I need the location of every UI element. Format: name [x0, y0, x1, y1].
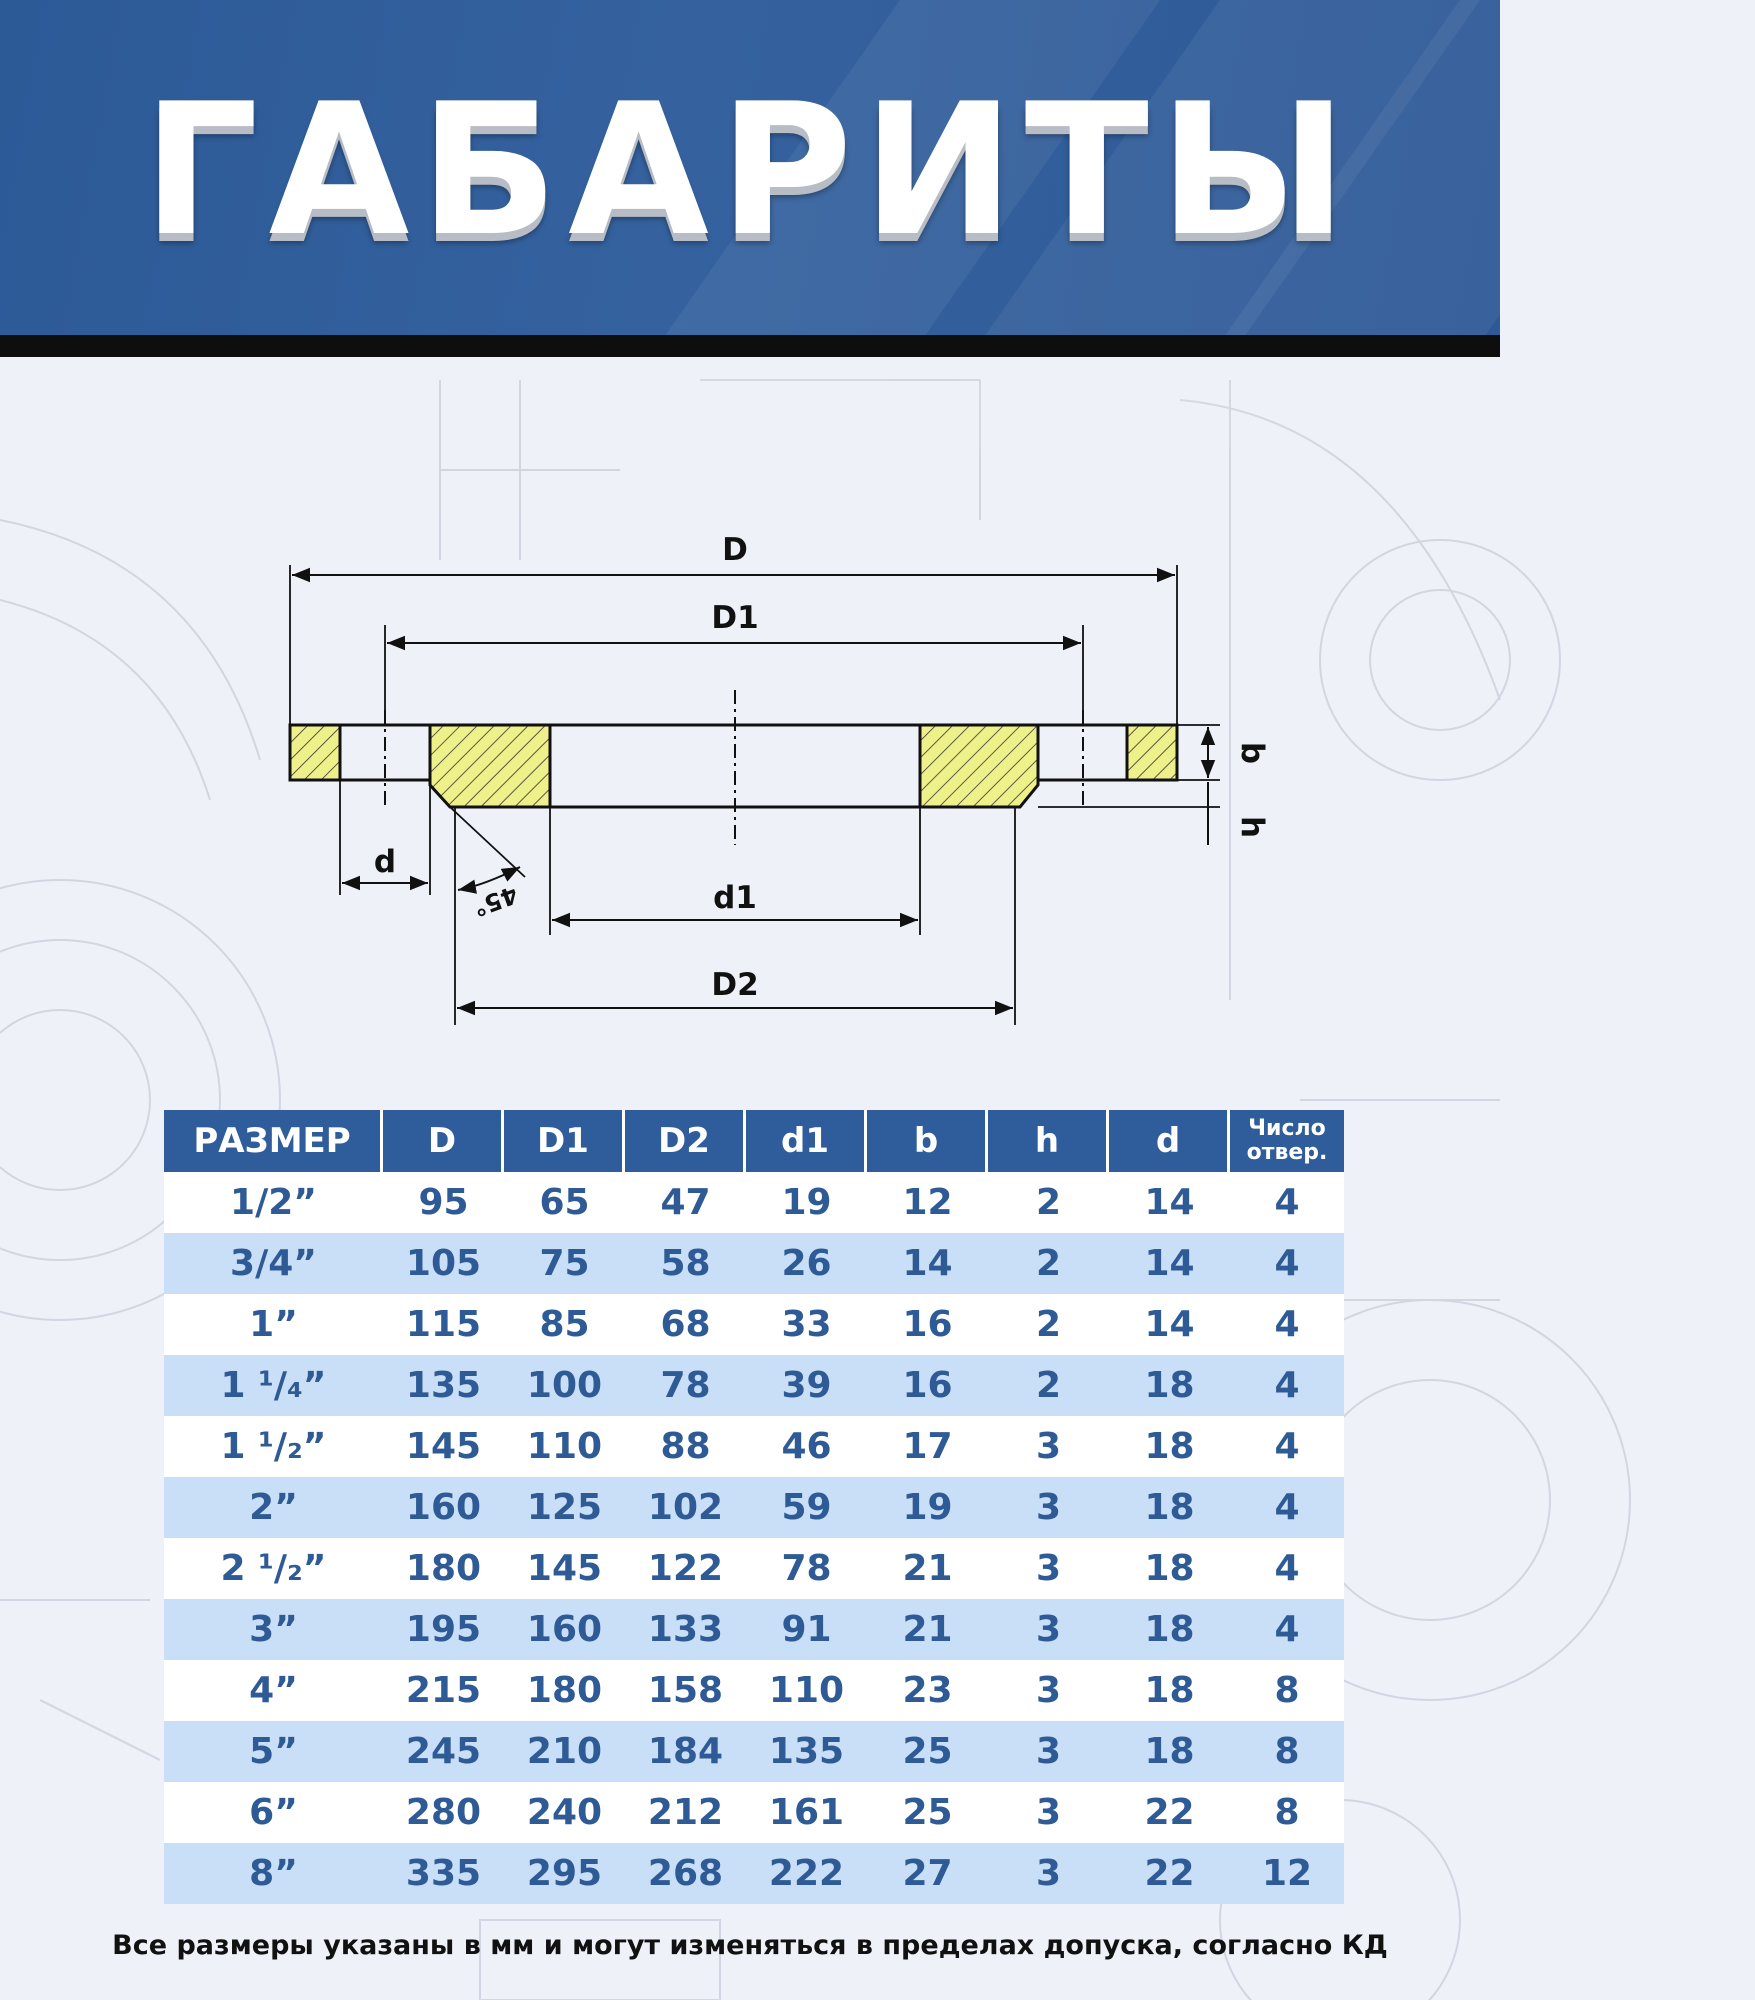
cell-h: 3	[988, 1660, 1109, 1721]
cell-d: 18	[1109, 1538, 1230, 1599]
header-hole-count-line1: Число	[1248, 1116, 1326, 1141]
dimensions-table-container	[164, 1110, 1344, 1904]
cell-h: 3	[988, 1843, 1109, 1904]
cell-D1: 210	[504, 1721, 625, 1782]
table-row	[164, 1660, 1344, 1721]
cell-D1: 100	[504, 1355, 625, 1416]
dim-D-label: D	[722, 532, 748, 568]
cell-d: 22	[1109, 1782, 1230, 1843]
cell-d1: 110	[746, 1660, 867, 1721]
cell-h: 2	[988, 1172, 1109, 1233]
cell-D2: 184	[625, 1721, 746, 1782]
cell-holes: 8	[1230, 1782, 1344, 1843]
cell-holes: 8	[1230, 1721, 1344, 1782]
cell-size: 6”	[164, 1782, 383, 1843]
cell-D1: 145	[504, 1538, 625, 1599]
flange-section-drawing	[270, 525, 1270, 1035]
cell-h: 3	[988, 1599, 1109, 1660]
cell-size: 1 ¹/₄”	[164, 1355, 383, 1416]
cell-D: 180	[383, 1538, 504, 1599]
cell-holes: 4	[1230, 1477, 1344, 1538]
cell-size: 8”	[164, 1843, 383, 1904]
cell-size: 4”	[164, 1660, 383, 1721]
cell-h: 3	[988, 1538, 1109, 1599]
cell-D1: 160	[504, 1599, 625, 1660]
cell-holes: 4	[1230, 1355, 1344, 1416]
cell-holes: 4	[1230, 1233, 1344, 1294]
cell-h: 2	[988, 1294, 1109, 1355]
dim-h-label: h	[1234, 815, 1270, 839]
cell-b: 16	[867, 1355, 988, 1416]
footnote: Все размеры указаны в мм и могут изменяться в пределах допуска, согласно КД	[112, 1930, 1388, 1961]
header-banner	[0, 0, 1500, 335]
cell-holes: 4	[1230, 1294, 1344, 1355]
cell-size: 1 ¹/₂”	[164, 1416, 383, 1477]
table-row	[164, 1172, 1344, 1233]
cell-d: 14	[1109, 1233, 1230, 1294]
table-row	[164, 1416, 1344, 1477]
header-h: h	[988, 1110, 1109, 1172]
cell-h: 2	[988, 1233, 1109, 1294]
cell-D: 195	[383, 1599, 504, 1660]
cell-d1: 59	[746, 1477, 867, 1538]
header-hole-count-line2: отвер.	[1246, 1140, 1328, 1165]
cell-d: 14	[1109, 1172, 1230, 1233]
flange-body	[290, 725, 1177, 807]
cell-size: 1”	[164, 1294, 383, 1355]
cell-D2: 68	[625, 1294, 746, 1355]
cell-d: 22	[1109, 1843, 1230, 1904]
table-row	[164, 1538, 1344, 1599]
header-d1: d1	[746, 1110, 867, 1172]
table-body	[164, 1172, 1344, 1904]
cell-d1: 135	[746, 1721, 867, 1782]
cell-b: 17	[867, 1416, 988, 1477]
cell-b: 25	[867, 1782, 988, 1843]
header-D2: D2	[625, 1110, 746, 1172]
page-title: ГАБАРИТЫ	[142, 64, 1358, 276]
cell-b: 19	[867, 1477, 988, 1538]
cell-D1: 75	[504, 1233, 625, 1294]
dim-b-label: b	[1234, 741, 1270, 765]
cell-D2: 58	[625, 1233, 746, 1294]
cell-size: 5”	[164, 1721, 383, 1782]
cell-holes: 8	[1230, 1660, 1344, 1721]
dim-angle-label: 45°	[469, 880, 522, 922]
cell-size: 3”	[164, 1599, 383, 1660]
cell-h: 3	[988, 1477, 1109, 1538]
cell-b: 12	[867, 1172, 988, 1233]
cell-D: 105	[383, 1233, 504, 1294]
cell-D1: 180	[504, 1660, 625, 1721]
table-row	[164, 1721, 1344, 1782]
cell-D: 95	[383, 1172, 504, 1233]
header-b: b	[867, 1110, 988, 1172]
cell-h: 3	[988, 1721, 1109, 1782]
cell-d1: 78	[746, 1538, 867, 1599]
cell-d1: 26	[746, 1233, 867, 1294]
cell-b: 14	[867, 1233, 988, 1294]
table-row	[164, 1233, 1344, 1294]
cell-d: 14	[1109, 1294, 1230, 1355]
cell-d1: 33	[746, 1294, 867, 1355]
cell-d: 18	[1109, 1477, 1230, 1538]
cell-D2: 158	[625, 1660, 746, 1721]
cell-d1: 161	[746, 1782, 867, 1843]
header-D: D	[383, 1110, 504, 1172]
cell-d1: 91	[746, 1599, 867, 1660]
cell-D2: 78	[625, 1355, 746, 1416]
cell-D2: 88	[625, 1416, 746, 1477]
dim-D1-label: D1	[711, 600, 759, 636]
cell-D: 145	[383, 1416, 504, 1477]
table-row	[164, 1599, 1344, 1660]
table-row	[164, 1477, 1344, 1538]
cell-d: 18	[1109, 1416, 1230, 1477]
cell-D1: 65	[504, 1172, 625, 1233]
cell-holes: 4	[1230, 1538, 1344, 1599]
cell-D: 160	[383, 1477, 504, 1538]
cell-D1: 85	[504, 1294, 625, 1355]
cell-d: 18	[1109, 1599, 1230, 1660]
cell-D: 280	[383, 1782, 504, 1843]
cell-D2: 133	[625, 1599, 746, 1660]
cell-D2: 122	[625, 1538, 746, 1599]
cell-D2: 212	[625, 1782, 746, 1843]
dim-D2-label: D2	[711, 967, 759, 1003]
cell-holes: 12	[1230, 1843, 1344, 1904]
cell-D: 335	[383, 1843, 504, 1904]
cell-h: 3	[988, 1782, 1109, 1843]
cell-b: 16	[867, 1294, 988, 1355]
cell-b: 23	[867, 1660, 988, 1721]
cell-size: 3/4”	[164, 1233, 383, 1294]
cell-h: 3	[988, 1416, 1109, 1477]
dim-d-label: d	[373, 844, 397, 880]
cell-d1: 19	[746, 1172, 867, 1233]
cell-D2: 47	[625, 1172, 746, 1233]
cell-size: 1/2”	[164, 1172, 383, 1233]
cell-D1: 295	[504, 1843, 625, 1904]
cell-size: 2”	[164, 1477, 383, 1538]
cell-D: 215	[383, 1660, 504, 1721]
cell-holes: 4	[1230, 1416, 1344, 1477]
cell-d: 18	[1109, 1660, 1230, 1721]
cell-d: 18	[1109, 1721, 1230, 1782]
cell-D1: 125	[504, 1477, 625, 1538]
table-header-row	[164, 1110, 1344, 1172]
header-hole-count	[1230, 1110, 1344, 1172]
cell-d1: 46	[746, 1416, 867, 1477]
cell-size: 2 ¹/₂”	[164, 1538, 383, 1599]
cell-h: 2	[988, 1355, 1109, 1416]
table-row	[164, 1782, 1344, 1843]
cell-holes: 4	[1230, 1172, 1344, 1233]
cell-d: 18	[1109, 1355, 1230, 1416]
cell-D1: 240	[504, 1782, 625, 1843]
cell-b: 25	[867, 1721, 988, 1782]
cell-b: 21	[867, 1599, 988, 1660]
cell-D: 135	[383, 1355, 504, 1416]
table-row	[164, 1294, 1344, 1355]
cell-d1: 39	[746, 1355, 867, 1416]
cell-D: 115	[383, 1294, 504, 1355]
cell-holes: 4	[1230, 1599, 1344, 1660]
cell-D: 245	[383, 1721, 504, 1782]
dimensions-table	[164, 1110, 1344, 1904]
table-row	[164, 1843, 1344, 1904]
header-d: d	[1109, 1110, 1230, 1172]
cell-D1: 110	[504, 1416, 625, 1477]
header-D1: D1	[504, 1110, 625, 1172]
cell-D2: 102	[625, 1477, 746, 1538]
dim-d1-label: d1	[713, 880, 757, 916]
cell-D2: 268	[625, 1843, 746, 1904]
cell-d1: 222	[746, 1843, 867, 1904]
table-row	[164, 1355, 1344, 1416]
header-size: РАЗМЕР	[164, 1110, 383, 1172]
cell-b: 21	[867, 1538, 988, 1599]
cell-b: 27	[867, 1843, 988, 1904]
header-divider	[0, 335, 1500, 357]
